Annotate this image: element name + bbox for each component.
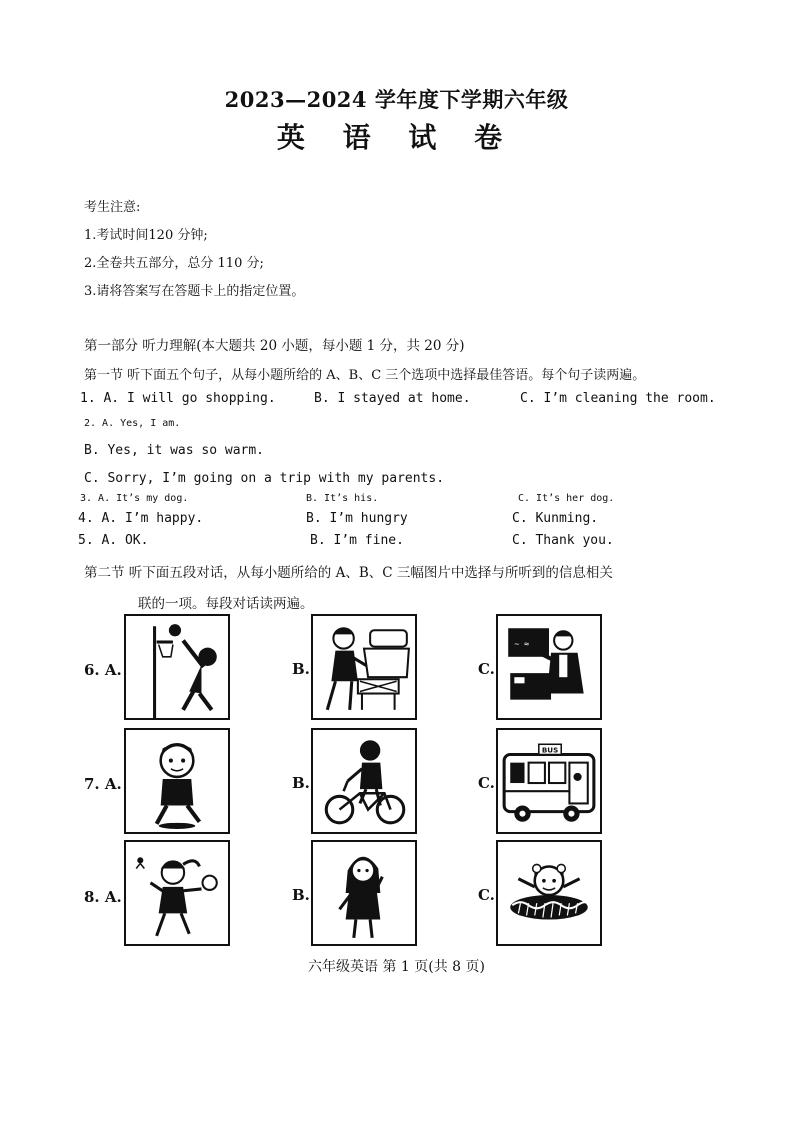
q6-label-a: 6. A.: [84, 661, 122, 679]
q8-label-a: 8. A.: [84, 888, 122, 906]
q3-option-c: C. It’s her dog.: [518, 493, 615, 504]
page-footer: 六年级英语 第 1 页(共 8 页): [308, 959, 485, 975]
swimming-icon: [498, 842, 600, 944]
notice-item: 2.全卷共五部分，总分 110 分;: [84, 256, 264, 271]
q2-option-c: C. Sorry, I’m going on a trip with my parents.: [84, 471, 445, 486]
q8-label-c: C.: [478, 886, 495, 904]
bus-sign: BUS: [541, 745, 559, 755]
teacher-icon: [498, 616, 600, 718]
exam-subject: 英 语 试 卷: [276, 121, 517, 154]
q7-picture-a[interactable]: [124, 728, 230, 834]
q6-picture-b[interactable]: [311, 614, 417, 720]
q6-picture-a[interactable]: [124, 614, 230, 720]
q8-label-b: B.: [292, 886, 310, 904]
q5-option-b: B. I’m fine.: [310, 533, 404, 548]
q6-picture-c[interactable]: [496, 614, 602, 720]
q6-label-c: C.: [478, 660, 495, 678]
q4-option-b: B. I’m hungry: [306, 511, 408, 526]
q5-option-c: C. Thank you.: [512, 533, 614, 548]
q4-option-c: C. Kunming.: [512, 511, 599, 526]
section1-instruction: 第一节 听下面五个句子，从每小题所给的 A、B、C 三个选项中选择最佳答语。每个句子读两遍。: [84, 368, 646, 383]
q7-label-c: C.: [478, 774, 495, 792]
svg-text:~ ≈: ~ ≈: [514, 638, 530, 649]
section2-instruction: 第二节 听下面五段对话，从每小题所给的 A、B、C 三幅图片中选择与所听到的信息相关: [84, 565, 613, 581]
girl-icon: [313, 842, 415, 944]
notice-item: 3.请将答案写在答题卡上的指定位置。: [84, 284, 305, 299]
q3-option-b: B. It’s his.: [306, 493, 379, 504]
q5-option-a: 5. A. OK.: [78, 533, 149, 548]
basketball-icon: [126, 616, 228, 718]
badminton-icon: [126, 842, 228, 944]
q8-picture-b[interactable]: [311, 840, 417, 946]
q7-picture-c[interactable]: [496, 728, 602, 834]
notice-item: 1.考试时间120 分钟;: [84, 228, 208, 243]
q7-label-a: 7. A.: [84, 775, 122, 793]
bus-icon: [498, 730, 600, 832]
part1-heading: 第一部分 听力理解(本大题共 20 小题，每小题 1 分，共 20 分): [84, 338, 465, 354]
q4-option-a: 4. A. I’m happy.: [78, 511, 204, 526]
q8-picture-a[interactable]: [124, 840, 230, 946]
running-boy-icon: [126, 730, 228, 832]
notice-heading: 考生注意:: [84, 200, 141, 215]
bicycle-icon: [313, 730, 415, 832]
q1-option-a: 1. A. I will go shopping.: [80, 391, 276, 406]
q8-picture-c[interactable]: [496, 840, 602, 946]
q6-label-b: B.: [292, 660, 310, 678]
exam-title: 2023—2024 学年度下学期六年级: [224, 87, 569, 112]
q1-option-b: B. I stayed at home.: [314, 391, 471, 406]
cleaning-icon: [313, 616, 415, 718]
q1-option-c: C. I’m cleaning the room.: [520, 391, 716, 406]
section2-instruction-cont: 联的一项。每段对话读两遍。: [138, 596, 314, 612]
q7-label-b: B.: [292, 774, 310, 792]
q2-option-b: B. Yes, it was so warm.: [84, 443, 265, 458]
q3-option-a: 3. A. It’s my dog.: [80, 493, 189, 504]
q7-picture-b[interactable]: [311, 728, 417, 834]
q2-option-a: 2. A. Yes, I am.: [84, 418, 181, 429]
